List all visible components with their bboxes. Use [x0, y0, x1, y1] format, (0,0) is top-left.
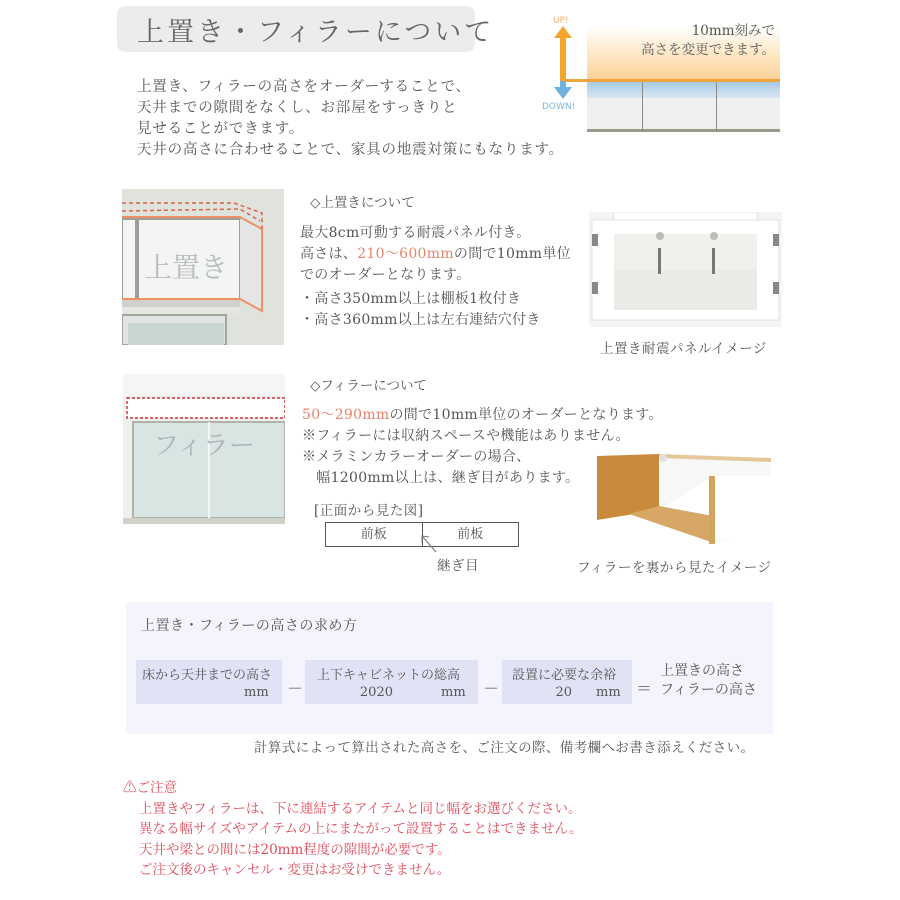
field-value: 20: [555, 685, 572, 700]
cabinet-body: [587, 98, 780, 132]
field-label: 上下キャビネットの総高: [317, 668, 461, 683]
front-view-label: [正面から見た図]: [314, 503, 424, 519]
panel-cabinet-illustration: [589, 212, 782, 327]
field-value: 2020: [359, 685, 393, 700]
caution-heading: ⚠ご注意: [123, 780, 177, 796]
up-arrow-shaft: [560, 34, 566, 81]
field-unit: mm: [244, 685, 269, 700]
height-range-accent: 50〜290mm: [302, 407, 390, 423]
field-label: 床から天井までの高さ: [142, 668, 273, 683]
filler-back-photo: [593, 450, 771, 550]
field-unit: mm: [441, 685, 466, 700]
filler-note: ※メラミンカラーオーダーの場合、: [302, 449, 531, 465]
uwaoki-photo-label: 上置き: [144, 251, 229, 284]
caution-line: 天井や梁との間には20mm程度の隙間が必要です。: [139, 841, 451, 858]
down-label: DOWN!: [542, 102, 576, 112]
cabinet-divider: [642, 82, 643, 132]
minus-operator: －: [287, 679, 304, 698]
caption-line: 10mm刻みで: [691, 23, 775, 39]
height-line: [563, 79, 780, 82]
filler-photo-label: フィラー: [153, 431, 255, 461]
filler-cabinet-illustration: [123, 374, 285, 524]
seam-pointer-arrow-icon: [418, 532, 442, 556]
cabinet-total-height-field[interactable]: [305, 660, 478, 704]
up-label: UP!: [553, 16, 569, 26]
field-label: 設置に必要な余裕: [512, 668, 617, 683]
seam-label: 継ぎ目: [437, 558, 479, 574]
filler-note: ※フィラーには収納スペースや機能はありません。: [302, 428, 630, 444]
uwaoki-line: 最大8cm可動する耐震パネル付き。: [300, 225, 531, 241]
caution-block: [123, 778, 582, 881]
cabinet-top-band: [587, 82, 780, 98]
equals-operator: ＝: [636, 679, 653, 698]
result-line: 上置きの高さ: [660, 663, 744, 679]
floor-to-ceiling-field[interactable]: [136, 660, 282, 704]
text: 高さは、: [300, 246, 358, 262]
caution-line: 上置きやフィラーは、下に連結するアイテムと同じ幅をお選びください。: [139, 800, 582, 817]
bullet-item: ・高さ350mm以上は棚板1枚付き: [300, 291, 522, 307]
page-title: 上置き・フィラーについて: [137, 17, 495, 48]
bullet-item: ・高さ360mm以上は左右連結穴付き: [300, 312, 541, 328]
front-panel-right: 前板: [422, 523, 519, 546]
down-arrow-icon: [554, 87, 572, 99]
illustration-caption: [620, 22, 775, 60]
filler-note: 幅1200mm以上は、継ぎ目があります。: [302, 470, 580, 486]
caution-line: ご注文後のキャンセル・変更はお受けできません。: [139, 862, 451, 878]
field-unit: mm: [596, 685, 621, 700]
text: の間で10mm単位: [453, 246, 571, 262]
uwaoki-heading: ◇上置きについて: [310, 195, 415, 211]
caption-line: 高さを変更できます。: [641, 42, 775, 58]
intro-line: 天井までの隙間をなくし、お部屋をすっきりと: [137, 100, 458, 116]
formula-note: 計算式によって算出された高さを、ご注文の際、備考欄へお書き添えください。: [254, 740, 755, 756]
uwaoki-photo: [122, 189, 284, 345]
filler-photo: [123, 374, 285, 524]
clearance-field[interactable]: [502, 660, 632, 704]
seismic-panel-photo: [589, 212, 782, 327]
uwaoki-bullets: [300, 289, 541, 331]
uwaoki-description: [300, 223, 571, 286]
uwaoki-height-range: [300, 244, 571, 265]
filler-back-illustration: [593, 450, 771, 550]
uwaoki-cabinet-illustration: [122, 189, 284, 345]
minus-operator: －: [483, 679, 500, 698]
intro-line: 見せることができます。: [137, 121, 305, 137]
formula-result: [660, 662, 757, 700]
front-panel-left: 前板: [360, 527, 387, 542]
intro-line: 上置き、フィラーの高さをオーダーすることで、: [137, 79, 471, 95]
intro-text: [137, 77, 564, 161]
filler-height-range: [302, 405, 663, 426]
panel-image-caption: 上置き耐震パネルイメージ: [600, 341, 767, 357]
height-range-accent: 210〜600mm: [357, 246, 454, 262]
filler-back-caption: フィラーを裏から見たイメージ: [577, 560, 772, 576]
filler-heading: ◇フィラーについて: [310, 378, 428, 394]
cabinet-divider: [716, 82, 717, 132]
caution-line: 異なる幅サイズやアイテムの上にまたがって設置することはできません。: [139, 821, 583, 837]
formula-title: 上置き・フィラーの高さの求め方: [141, 618, 358, 634]
text: の間で10mm単位のオーダーとなります。: [389, 407, 663, 423]
result-line: フィラーの高さ: [660, 682, 757, 698]
intro-line: 天井の高さに合わせることで、家具の地震対策にもなります。: [137, 142, 564, 158]
uwaoki-line: でのオーダーとなります。: [300, 267, 471, 283]
